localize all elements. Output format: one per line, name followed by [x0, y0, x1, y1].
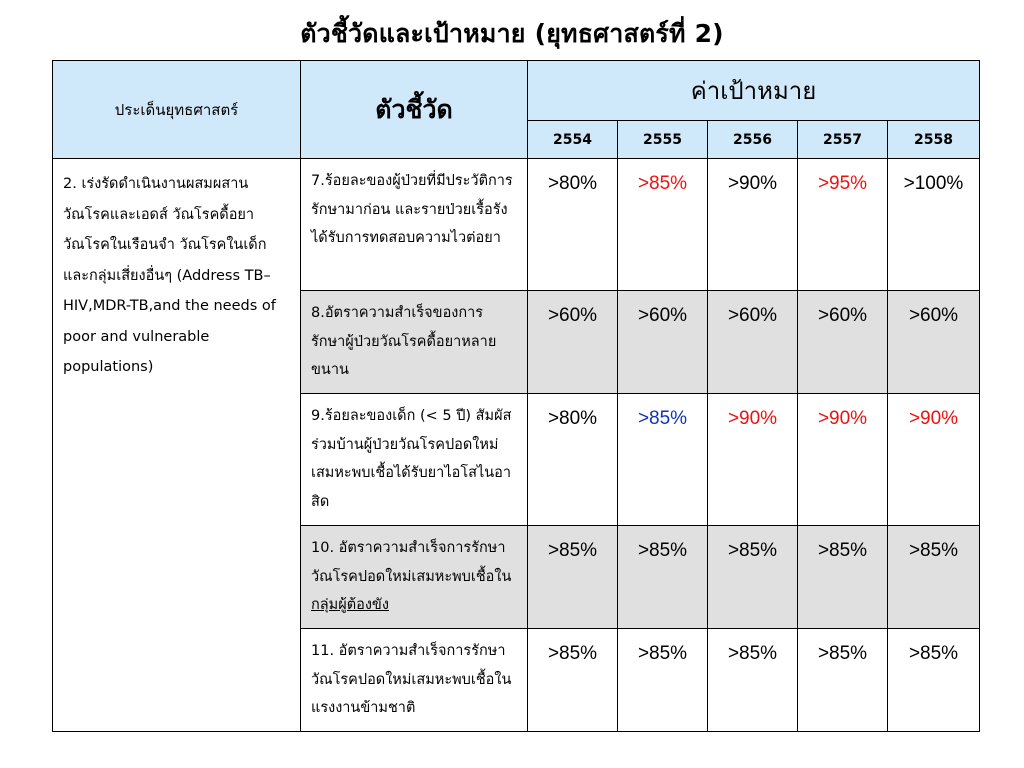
indicator-cell: 8.อัตราความสำเร็จของการรักษาผู้ป่วยวัณโรคดื้อยาหลายขนาน: [301, 291, 528, 394]
target-value: >90%: [708, 159, 798, 291]
indicator-underlined-text: กลุ่มผู้ต้องขัง: [311, 597, 389, 613]
target-value: >60%: [888, 291, 980, 394]
header-strategy: ประเด็นยุทธศาสตร์: [53, 61, 301, 159]
target-value: >100%: [888, 159, 980, 291]
header-year: 2554: [528, 121, 618, 159]
target-value: >85%: [528, 629, 618, 732]
target-value: >85%: [888, 629, 980, 732]
target-value: >85%: [798, 526, 888, 629]
target-value: >80%: [528, 394, 618, 526]
target-value: >60%: [618, 291, 708, 394]
target-value: >85%: [708, 526, 798, 629]
indicator-cell: 7.ร้อยละของผู้ป่วยที่มีประวัติการรักษามาก่อน และรายป่วยเรื้อรังได้รับการทดสอบความไวต่อยา: [301, 159, 528, 291]
header-year: 2556: [708, 121, 798, 159]
target-value: >85%: [618, 526, 708, 629]
target-value: >85%: [618, 629, 708, 732]
header-year: 2558: [888, 121, 980, 159]
target-value: >95%: [798, 159, 888, 291]
indicator-table: [52, 60, 980, 732]
target-value: >85%: [888, 526, 980, 629]
target-value: >60%: [528, 291, 618, 394]
target-value: >85%: [708, 629, 798, 732]
table-row: [53, 159, 980, 291]
target-value: >85%: [798, 629, 888, 732]
page-title: ตัวชี้วัดและเป้าหมาย (ยุทธศาสตร์ที่ 2): [300, 19, 724, 48]
target-value: >90%: [888, 394, 980, 526]
target-value: >80%: [528, 159, 618, 291]
target-value: >60%: [708, 291, 798, 394]
target-value: >60%: [798, 291, 888, 394]
header-indicator: ตัวชี้วัด: [301, 61, 528, 159]
indicator-cell: 9.ร้อยละของเด็ก (< 5 ปี) สัมผัสร่วมบ้านผู้ป่วยวัณโรคปอดใหม่เสมหะพบเชื้อได้รับยาไอโสไนอาสิด: [301, 394, 528, 526]
target-value: >90%: [708, 394, 798, 526]
indicator-cell: [301, 526, 528, 629]
indicator-cell: 11. อัตราความสำเร็จการรักษาวัณโรคปอดใหม่เสมหะพบเชื้อในแรงงานข้ามชาติ: [301, 629, 528, 732]
indicator-text: 10. อัตราความสำเร็จการรักษาวัณโรคปอดใหม่เสมหะพบเชื้อใน: [311, 540, 512, 585]
header-year: 2555: [618, 121, 708, 159]
header-target: ค่าเป้าหมาย: [528, 61, 980, 121]
target-value: >85%: [618, 159, 708, 291]
header-year: 2557: [798, 121, 888, 159]
target-value: >85%: [528, 526, 618, 629]
target-value: >90%: [798, 394, 888, 526]
target-value: >85%: [618, 394, 708, 526]
strategy-cell: 2. เร่งรัดดำเนินงานผสมผสานวัณโรคและเอดส์ วัณโรคดื้อยา วัณโรคในเรือนจำ วัณโรคในเด็กและกลุ่มเสี่ยงอื่นๆ (Address TB–HIV,MDR-TB,and the needs of poor and vulnerable populations): [53, 159, 301, 732]
